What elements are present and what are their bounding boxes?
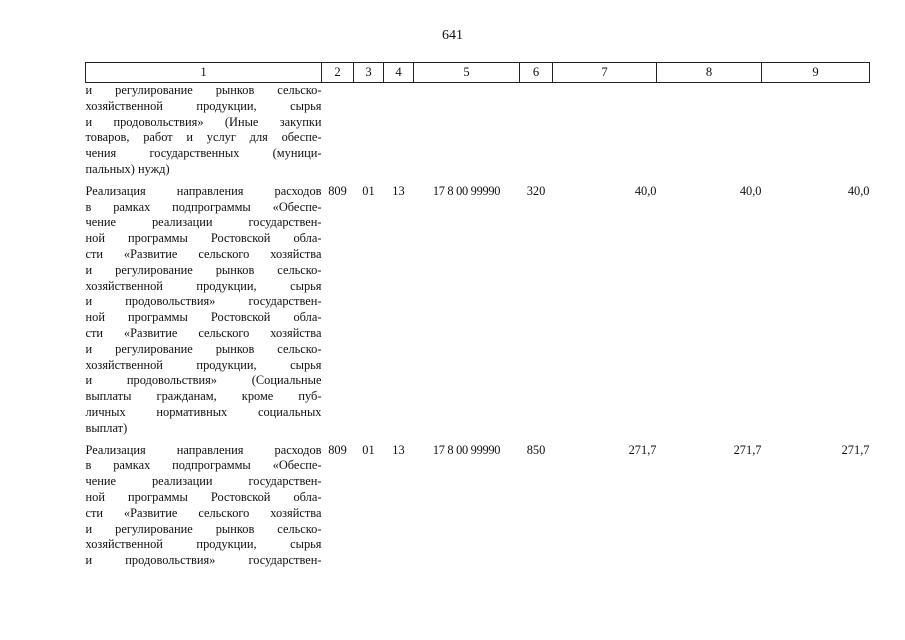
description-line: хозяйственной продукции, сырья [85, 278, 322, 293]
cell-expense-type: 850 [526, 442, 546, 457]
cell-amount-8 [657, 83, 762, 183]
cell-target-item: 17 8 00 99990 [432, 183, 501, 198]
budget-table [85, 62, 870, 574]
table-body [86, 83, 870, 574]
cell-ministry-code [322, 83, 354, 183]
description-line: и продовольствия» (Иные закупки [85, 114, 322, 129]
description-line: товаров, работ и услуг для обеспе- [85, 130, 322, 145]
column-header-7: 7 [553, 63, 657, 83]
cell-subsection: 13 [392, 442, 405, 457]
header-row [86, 63, 870, 83]
cell-subsection [384, 83, 414, 183]
column-header-5: 5 [414, 63, 520, 83]
table-row [86, 442, 870, 574]
column-header-1: 1 [86, 63, 322, 83]
description-line: пальных) нужд) [85, 161, 170, 176]
cell-amount-8: 271,7 [733, 442, 762, 457]
description-line: и регулирование рынков сельско- [85, 83, 322, 97]
page-number: 641 [442, 28, 463, 43]
cell-amount-8: 40,0 [739, 183, 762, 198]
description-line: и регулирование рынков сельско- [85, 262, 322, 277]
description-line: личных нормативных социальных [85, 404, 322, 419]
cell-amount-9 [762, 83, 870, 183]
cell-target-item [414, 83, 520, 183]
cell-amount-7: 40,0 [634, 183, 657, 198]
cell-amount-9: 40,0 [847, 183, 870, 198]
description-line: ной программы Ростовской обла- [85, 310, 322, 325]
description-line: ной программы Ростовской обла- [85, 231, 322, 246]
cell-amount-7: 271,7 [628, 442, 657, 457]
description-line: и регулирование рынков сельско- [85, 341, 322, 356]
description-line: и регулирование рынков сельско- [85, 521, 322, 536]
cell-ministry-code: 809 [328, 183, 347, 198]
description-line: выплаты гражданам, кроме пуб- [85, 389, 322, 404]
cell-section [354, 83, 384, 183]
description-line: хозяйственной продукции, сырья [85, 357, 322, 372]
column-header-6: 6 [520, 63, 553, 83]
row-description [86, 183, 322, 442]
column-header-3: 3 [354, 63, 384, 83]
description-line: сти «Развитие сельского хозяйства [85, 505, 322, 520]
description-line: и продовольствия» государствен- [85, 294, 322, 309]
cell-amount-7 [553, 83, 657, 183]
description-line: сти «Развитие сельского хозяйства [85, 246, 322, 261]
description-line: чение реализации государствен- [85, 474, 322, 489]
description-line: чения государственных (муници- [85, 146, 322, 161]
description-line: и продовольствия» (Социальные [85, 373, 322, 388]
cell-subsection: 13 [392, 183, 405, 198]
description-line: в рамках подпрограммы «Обеспе- [85, 458, 322, 473]
cell-target-item: 17 8 00 99990 [432, 442, 501, 457]
cell-expense-type: 320 [526, 183, 546, 198]
table-row [86, 83, 870, 183]
cell-ministry-code: 809 [328, 442, 347, 457]
description-line: сти «Развитие сельского хозяйства [85, 325, 322, 340]
cell-section: 01 [362, 183, 375, 198]
description-line: чение реализации государствен- [85, 215, 322, 230]
cell-expense-type [520, 83, 553, 183]
cell-section: 01 [362, 442, 375, 457]
description-line: Реализация направления расходов [85, 183, 322, 198]
description-line: и продовольствия» государствен- [85, 553, 322, 568]
row-description [86, 83, 322, 183]
description-line: ной программы Ростовской обла- [85, 489, 322, 504]
description-line: выплат) [85, 420, 128, 435]
column-header-2: 2 [322, 63, 354, 83]
column-header-4: 4 [384, 63, 414, 83]
description-line: Реализация направления расходов [85, 442, 322, 457]
description-line: хозяйственной продукции, сырья [85, 98, 322, 113]
description-line: хозяйственной продукции, сырья [85, 537, 322, 552]
description-line: в рамках подпрограммы «Обеспе- [85, 199, 322, 214]
row-description [86, 442, 322, 574]
table-header [86, 63, 870, 83]
column-header-8: 8 [657, 63, 762, 83]
column-header-9: 9 [762, 63, 870, 83]
table-row [86, 183, 870, 442]
cell-amount-9: 271,7 [841, 442, 870, 457]
